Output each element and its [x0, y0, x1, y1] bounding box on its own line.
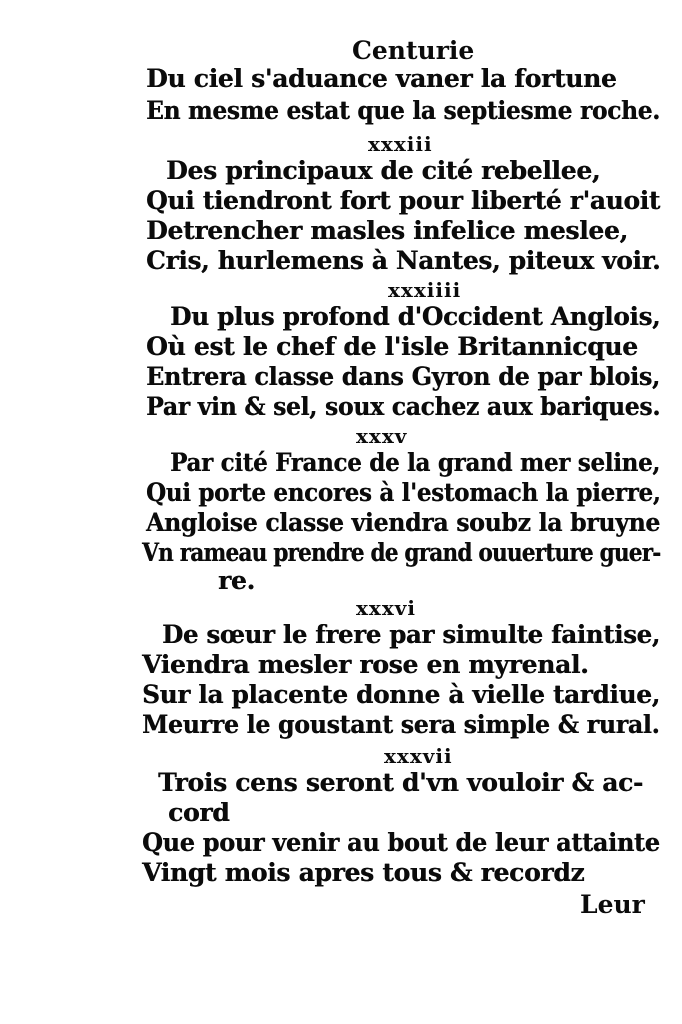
quatrain-number: xxxiiii — [388, 278, 462, 302]
verse-line: Detrencher masles infelice meslee, — [146, 216, 628, 245]
verse-line: Entrera classe dans Gyron de par blois, — [146, 362, 660, 391]
verse-line: Viendra mesler rose en myrenal. — [142, 650, 589, 679]
verse-line: Sur la placente donne à vielle tardiue, — [142, 680, 660, 709]
verse-line: Du ciel s'aduance vaner la fortune — [146, 64, 617, 93]
verse-line: Vn rameau prendre de grand ouuerture guer- — [142, 538, 661, 567]
verse-line: cord — [168, 798, 230, 827]
verse-line: Que pour venir au bout de leur attainte — [142, 828, 660, 857]
verse-line: Meurre le goustant sera simple & rural. — [142, 710, 660, 739]
verse-line: Où est le chef de l'isle Britannicque — [146, 332, 638, 361]
quatrain-number: xxxvi — [356, 596, 416, 620]
verse-line: Cris, hurlemens à Nantes, piteux voir. — [146, 246, 661, 275]
verse-line: Qui tiendront fort pour liberté r'auoit — [146, 186, 660, 215]
verse-line: En mesme estat que la septiesme roche. — [146, 96, 660, 125]
verse-line: De sœur le frere par simulte faintise, — [162, 620, 660, 649]
verse-line: Angloise classe viendra soubz la bruyne — [146, 508, 660, 537]
running-header: Centurie — [352, 36, 475, 65]
verse-line: Par vin & sel, soux cachez aux bariques. — [146, 392, 661, 421]
verse-line: re. — [218, 566, 255, 595]
quatrain-number: xxxvii — [384, 744, 453, 768]
verse-line: Vingt mois apres tous & recordz — [142, 858, 585, 887]
verse-line: Trois cens seront d'vn vouloir & ac- — [158, 768, 643, 797]
verse-line: Qui porte encores à l'estomach la pierre, — [146, 478, 661, 507]
quatrain-number: xxxiii — [368, 132, 433, 156]
quatrain-number: xxxv — [356, 424, 408, 448]
catchword: Leur — [580, 890, 645, 919]
verse-line: Par cité France de la grand mer seline, — [170, 448, 660, 477]
verse-line: Du plus profond d'Occident Anglois, — [170, 302, 661, 331]
verse-line: Des principaux de cité rebellee, — [166, 156, 601, 185]
